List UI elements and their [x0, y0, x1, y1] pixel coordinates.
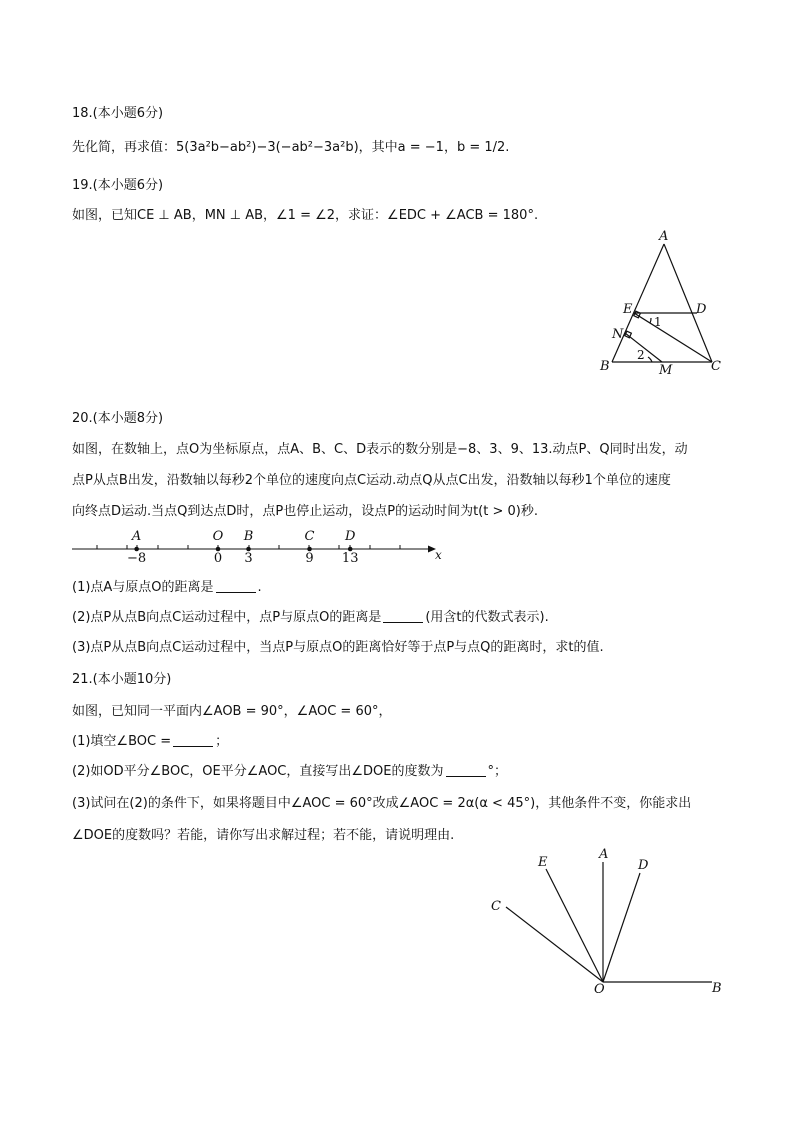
q21-label-o: O [594, 982, 605, 997]
q21-label-b: B [712, 981, 722, 996]
q21-part3-line1: (3)试问在(2)的条件下，如果将题目中∠AOC = 60°改成∠AOC = 2α(α < 45°)，其他条件不变，你能求出 [72, 796, 692, 811]
q19-label-n: N [612, 327, 624, 342]
point-name-d: D [344, 529, 356, 544]
q20-part1-end: . [257, 580, 262, 595]
q21-part1-end: ； [215, 734, 229, 749]
q21-part1-text: (1)填空∠BOC = [72, 734, 172, 749]
q21-part3-line2: ∠DOE的度数吗？若能，请你写出求解过程；若不能，请说明理由. [72, 828, 455, 843]
q19-label-b: B [600, 359, 610, 374]
point-name-c: C [304, 529, 315, 544]
q19-label-c: C [711, 359, 721, 374]
q19-header: 19.(本小题6分) [72, 178, 164, 193]
q20-body-line1: 如图，在数轴上，点O为坐标原点，点A、B、C、D表示的数分别是−8、3、9、13.动点P、Q同时出发，动 [72, 442, 688, 457]
q20-body-line3: 向终点D运动.当点Q到达点D时，点P也停止运动，设点P的运动时间为t(t > 0)秒. [72, 504, 538, 519]
q21-header: 21.(本小题10分) [72, 672, 172, 687]
point-value-a: −8 [127, 551, 147, 566]
q20-header: 20.(本小题8分) [72, 411, 164, 426]
q20-axis-label: x [435, 548, 442, 562]
point-name-o: O [212, 529, 224, 544]
point-value-d: 13 [341, 551, 359, 566]
point-name-a: A [131, 529, 142, 544]
q20-part2-text: (2)点P从点B向点C运动过程中，点P与原点O的距离是 [72, 610, 382, 625]
q19-label-m: M [659, 363, 673, 378]
q20-part2-end: (用含t的代数式表示). [425, 610, 549, 625]
q20-part1-text: (1)点A与原点O的距离是 [72, 580, 214, 595]
q19-label-e: E [623, 302, 633, 317]
q21-label-e: E [538, 855, 548, 870]
point-name-b: B [243, 529, 254, 544]
q18-header: 18.(本小题6分) [72, 106, 164, 121]
q19-label-d: D [696, 302, 707, 317]
q19-label-1: 1 [654, 315, 662, 329]
q21-label-c: C [491, 899, 501, 914]
q19-label-a: A [659, 229, 669, 244]
q19-label-2: 2 [637, 348, 645, 362]
q18-body: 先化简，再求值：5(3a²b−ab²)−3(−ab²−3a²b)，其中a = −1，b = 1/2. [72, 140, 510, 155]
q19-body: 如图，已知CE ⊥ AB，MN ⊥ AB，∠1 = ∠2，求证：∠EDC + ∠ACB = 180°. [72, 208, 539, 223]
point-value-c: 9 [305, 551, 314, 566]
q21-body: 如图，已知同一平面内∠AOB = 90°，∠AOC = 60°， [72, 704, 392, 719]
q21-label-a: A [599, 847, 609, 862]
q21-part2-text: (2)如OD平分∠BOC，OE平分∠AOC，直接写出∠DOE的度数为 [72, 764, 444, 779]
q20-body-line2: 点P从点B出发，沿数轴以每秒2个单位的速度向点C运动.动点Q从点C出发，沿数轴以每秒1个单位的速度 [72, 473, 671, 488]
q21-label-d: D [638, 858, 649, 873]
point-value-o: 0 [213, 551, 223, 566]
q21-part2-end: °； [487, 764, 508, 779]
point-value-b: 3 [244, 551, 253, 566]
q20-part3: (3)点P从点B向点C运动过程中，当点P与原点O的距离恰好等于点P与点Q的距离时，求t的值. [72, 640, 604, 655]
